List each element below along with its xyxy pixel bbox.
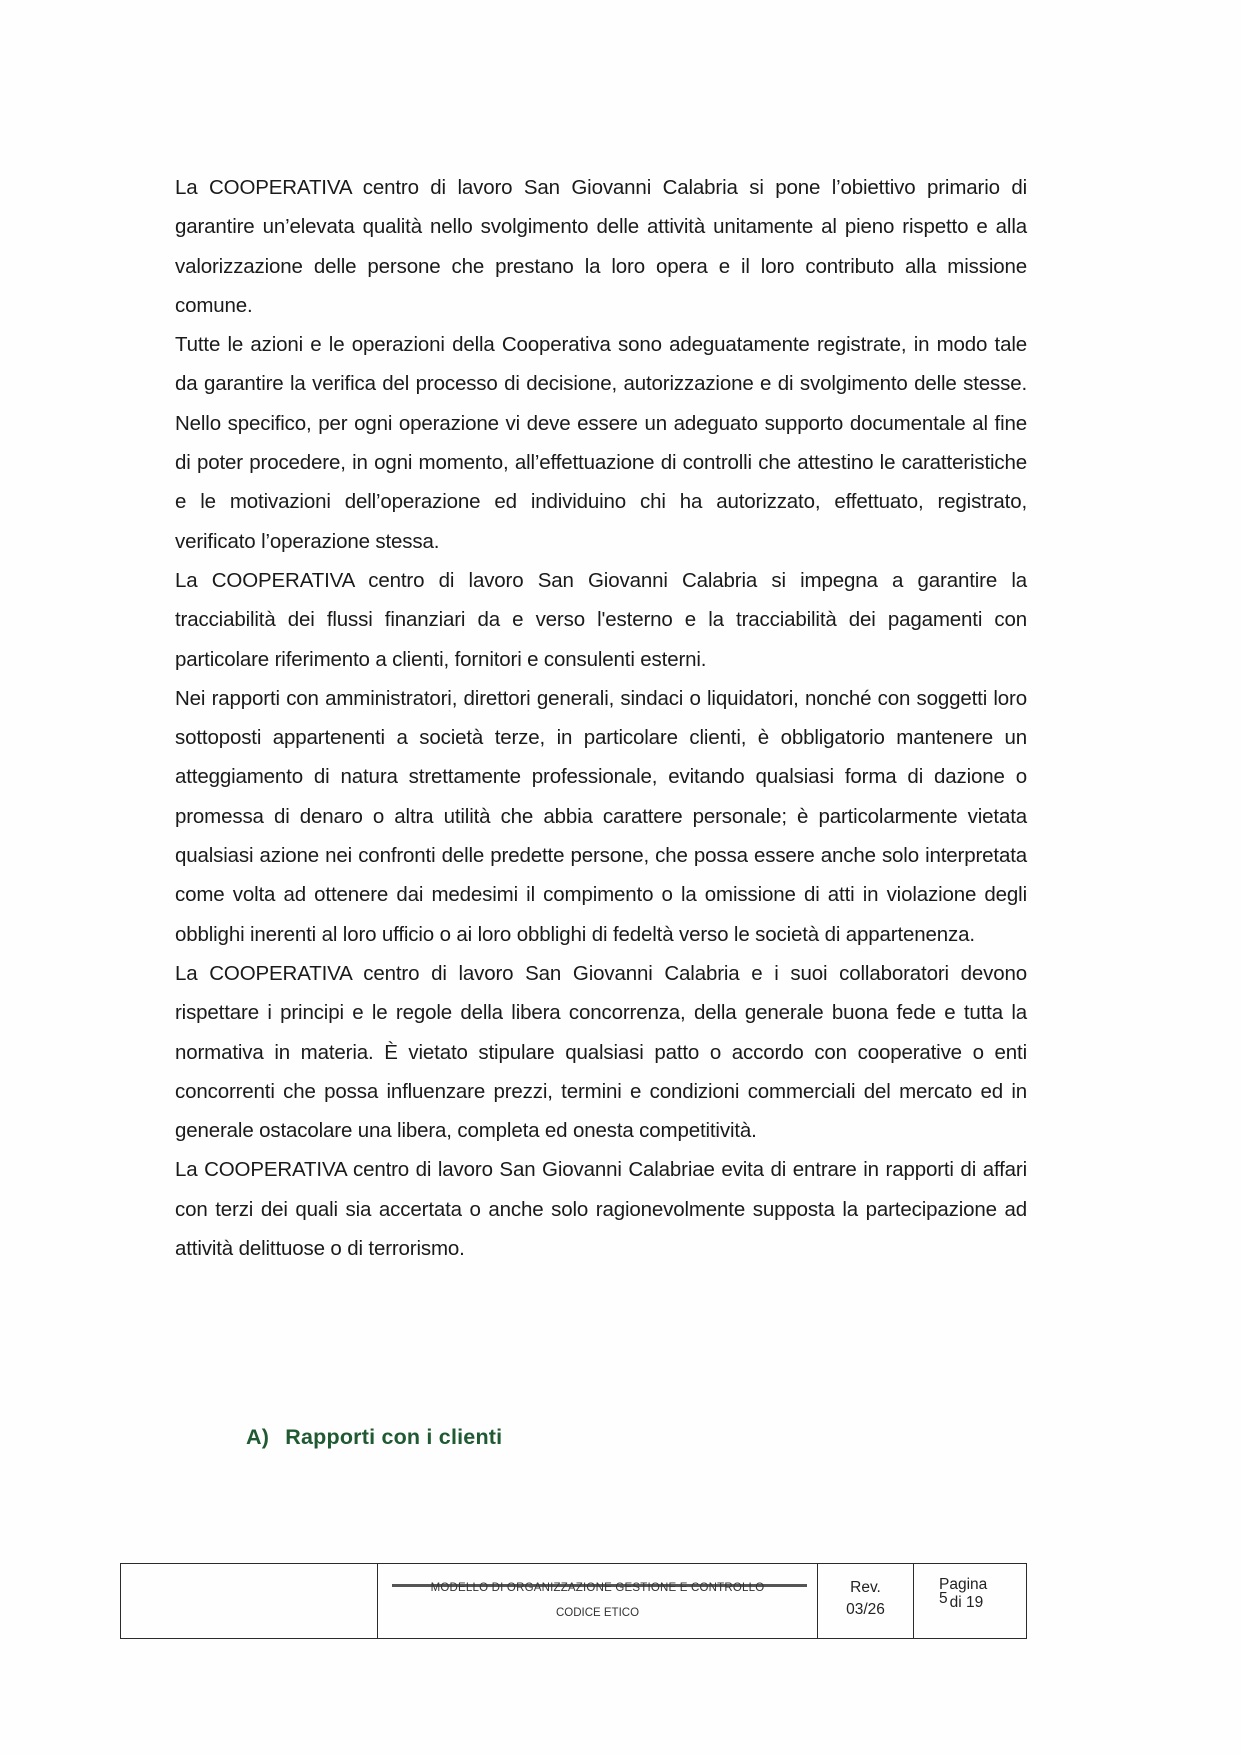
footer-table <box>120 1563 1027 1639</box>
page-label: Pagina <box>939 1576 988 1593</box>
section-heading <box>246 1425 502 1450</box>
paragraph-competition: La COOPERATIVA centro di lavoro San Giovanni Calabria e i suoi collaboratori devono rispettare i principi e le regole della libera concorrenza, della generale buona fede e tutta la normativa in materia. È vietato stipulare qualsiasi patto o accordo con cooperative o enti concorrenti che possa influenzare prezzi, termini e condizioni commerciali del mercato ed in generale ostacolare una libera, completa ed onesta competitività. <box>175 961 1027 1143</box>
footer-page-cell <box>914 1564 1026 1638</box>
footer-revision-cell <box>818 1564 914 1638</box>
page-number: 5 <box>939 1590 948 1607</box>
model-title: MODELLO DI ORGANIZZAZIONE GESTIONE E CONTROLLO <box>430 1582 765 1594</box>
page-total: di 19 <box>949 1594 984 1611</box>
section-title: Rapporti con i clienti <box>285 1425 503 1449</box>
paragraph-objective: La COOPERATIVA centro di lavoro San Giovanni Calabria si pone l’obiettivo primario di garantire un’elevata qualità nello svolgimento delle attività unitamente al pieno rispetto e alla valorizzazione delle persone che prestano la loro opera e il loro contributo alla missione comune. <box>175 176 1027 317</box>
section-marker: A) <box>246 1425 270 1449</box>
paragraph-registration: Tutte le azioni e le operazioni della Cooperativa sono adeguatamente registrate, in modo tale da garantire la verifica del processo di decisione, autorizzazione e di svolgimento delle stesse. Nello specifico, per ogni operazione vi deve essere un adeguato supporto documentale al fine di poter procedere, in ogni momento, all’effettuazione di controlli che attestino le caratteristiche e le motivazioni dell’operazione ed individuino chi ha autorizzato, effettuato, registrato, verificato l’operazione stessa. <box>175 333 1027 553</box>
footer-logo-cell <box>121 1564 378 1638</box>
code-title: CODICE ETICO <box>555 1607 640 1619</box>
revision-value: 03/26 <box>846 1601 885 1618</box>
paragraph-traceability: La COOPERATIVA centro di lavoro San Giovanni Calabria si impegna a garantire la tracciabilità dei flussi finanziari da e verso l'esterno e la tracciabilità dei pagamenti con particolare riferimento a clienti, fornitori e consulenti esterni. <box>175 568 1027 671</box>
paragraph-third-party-relations: Nei rapporti con amministratori, direttori generali, sindaci o liquidatori, nonché con soggetti loro sottoposti appartenenti a società terze, in particolare clienti, è obbligatorio mantenere un atteggiamento di natura strettamente professionale, evitando qualsiasi forma di dazione o promessa di denaro o altra utilità che abbia carattere personale; è particolarmente vietata qualsiasi azione nei confronti delle predette persone, che possa essere anche solo interpretata come volta ad ottenere dai medesimi il compimento o la omissione di atti in violazione degli obblighi inerenti al loro ufficio o ai loro obblighi di fedeltà verso le società di appartenenza. <box>175 686 1027 946</box>
body-text <box>175 168 1027 1268</box>
revision-label: Rev. <box>850 1579 881 1596</box>
paragraph-illicit-activities: La COOPERATIVA centro di lavoro San Giovanni Calabriae evita di entrare in rapporti di affari con terzi dei quali sia accertata o anche solo ragionevolmente supposta la partecipazione ad attività delittuose o di terrorismo. <box>175 1158 1027 1261</box>
footer-title-cell <box>378 1564 818 1638</box>
